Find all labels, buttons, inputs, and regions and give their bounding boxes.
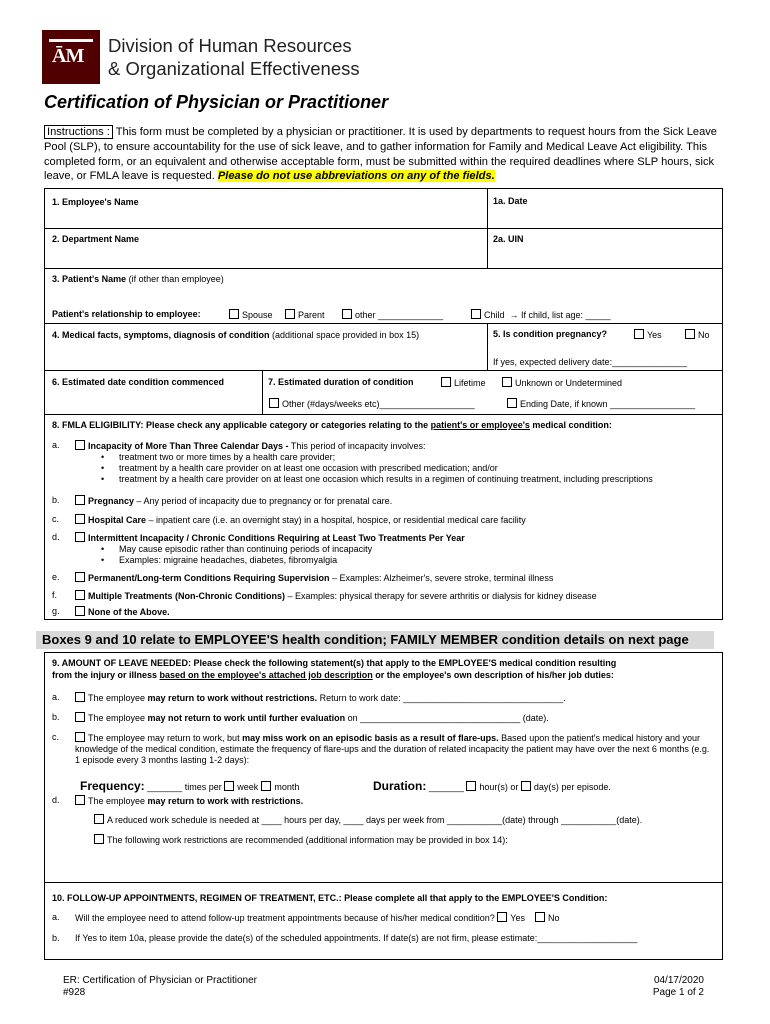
unknown-label: Unknown or Undetermined (515, 378, 623, 388)
page-title: Certification of Physician or Practitioner (44, 92, 389, 112)
fmla-b-checkbox[interactable] (75, 495, 85, 505)
divider (44, 370, 722, 371)
instructions-highlight: Please do not use abbreviations on any of the fields. (217, 170, 495, 183)
instructions-text: This form must be completed by a physician or practitioner. It is used by departments to request hours from the Sick Leave Pool (SLP), to ensure accountability for the use of sick leave, and to gather information for Family and Medical Leave Act eligibility. This completed form, or an equivalent and otherwise acceptable form, must be submitted within the required deadlines where SLP hours, sick leave, or FMLA leave is requested. (44, 126, 717, 183)
leave-heading2-underline: based on the employee's attached job description (159, 670, 373, 680)
fmla-letter-f: f. (52, 590, 58, 600)
fmla-option-b[interactable] (75, 495, 392, 507)
pregnancy-label: 5. Is condition pregnancy? (493, 329, 608, 339)
reduced-schedule-option[interactable] (94, 814, 642, 826)
pregnancy-yes-option[interactable] (634, 329, 662, 341)
divider (262, 370, 263, 414)
work-restrictions-label: The following work restrictions are recommended (additional information may be provided in box 14): (107, 835, 508, 845)
leave-b-pre: The employee (88, 713, 148, 723)
fmla-option-e[interactable] (75, 572, 553, 584)
relationship-label: Patient's relationship to employee: (52, 309, 201, 319)
date-label: 1a. Date (493, 196, 528, 206)
leave-a-checkbox[interactable] (75, 692, 85, 702)
ending-date-label: Ending Date, if known _________________ (520, 399, 696, 409)
leave-d-checkbox[interactable] (75, 795, 85, 805)
followup-heading: 10. FOLLOW-UP APPOINTMENTS, REGIMEN OF TREATMENT, ETC.: Please complete all that apply to the EMPLOYEE'S Condition: (52, 893, 608, 903)
spouse-checkbox[interactable] (229, 309, 239, 319)
divider (44, 882, 722, 883)
month-label: month (274, 782, 300, 792)
fmla-e-rest: – Examples: Alzheimer's, severe stroke, terminal illness (329, 573, 554, 583)
divider (44, 323, 722, 324)
fmla-option-g[interactable] (75, 606, 170, 618)
fmla-letter-e: e. (52, 572, 60, 582)
tamu-logo (42, 30, 100, 84)
followup-no-checkbox[interactable] (535, 912, 545, 922)
logo-bar (49, 39, 93, 42)
days-label: day(s) per episode. (533, 782, 611, 792)
footer-form-number: #928 (63, 987, 86, 998)
list-item: • treatment by a health care provider on at least one occasion which results in a regimen of continuing treatment, including prescriptions (119, 474, 719, 485)
frequency-text: _______ times per (144, 782, 225, 792)
lifetime-label: Lifetime (454, 378, 486, 388)
instructions (44, 125, 724, 184)
fmla-letter-a: a. (52, 440, 60, 450)
followup-no-option[interactable] (535, 913, 560, 923)
fmla-d-bullets (119, 544, 719, 566)
duration-hours-option[interactable] (466, 782, 521, 792)
relationship-parent-option[interactable] (285, 309, 325, 321)
list-item: • Examples: migraine headaches, diabetes, fibromyalgia (119, 555, 719, 566)
department-label: 2. Department Name (52, 234, 140, 244)
duration-text: _______ (426, 782, 467, 792)
leave-option-b[interactable] (75, 712, 549, 724)
followup-yes-option[interactable] (497, 913, 525, 923)
leave-heading-line1: 9. AMOUNT OF LEAVE NEEDED: Please check the following statement(s) that apply to the EMPLOYEE'S medical condition resulting (52, 658, 617, 668)
pregnancy-yes-checkbox[interactable] (634, 329, 644, 339)
department-name (108, 34, 360, 80)
duration-label: 7. Estimated duration of condition (268, 377, 414, 387)
leave-letter-b: b. (52, 712, 60, 722)
parent-label: Parent (298, 310, 325, 320)
patient-name-label-bold: 3. Patient's Name (52, 274, 127, 284)
fmla-e-checkbox[interactable] (75, 572, 85, 582)
fmla-heading-underline: patient's or employee's (430, 420, 530, 430)
followup-no-label: No (547, 913, 560, 923)
fmla-c-rest: – inpatient care (i.e. an overnight stay) in a hospital, hospice, or residential medical care facility (146, 515, 526, 525)
date-commenced-label: 6. Estimated date condition commenced (52, 377, 225, 387)
leave-letter-a: a. (52, 692, 60, 702)
followup-question-b: If Yes to item 10a, please provide the date(s) of the scheduled appointments. If date(s) are not firm, please estimate:____________________ (75, 933, 638, 943)
leave-heading2-a: from the injury or illness (52, 670, 160, 680)
week-checkbox[interactable] (224, 781, 234, 791)
divider (44, 268, 722, 269)
leave-letter-c: c. (52, 732, 60, 742)
followup-yes-label: Yes (510, 913, 525, 923)
fmla-heading (52, 420, 612, 431)
pregnancy-no-checkbox[interactable] (685, 329, 695, 339)
delivery-date-field: If yes, expected delivery date:_______________ (493, 357, 688, 367)
instructions-tag: Instructions : (44, 125, 113, 139)
other-duration-checkbox[interactable] (269, 398, 279, 408)
leave-a-bold: may return to work without restrictions. (147, 693, 318, 703)
spouse-label: Spouse (242, 310, 273, 320)
fmla-a-bullets (119, 452, 719, 485)
fmla-a-checkbox[interactable] (75, 440, 85, 450)
other-duration-label: Other (#days/weeks etc)___________________ (282, 399, 475, 409)
leave-b-post: on ________________________________ (date). (345, 713, 549, 723)
pregnancy-no-option[interactable] (685, 329, 710, 341)
fmla-option-d[interactable] (75, 532, 465, 544)
leave-b-checkbox[interactable] (75, 712, 85, 722)
department-line-1: Division of Human Resources (108, 35, 352, 56)
lifetime-checkbox[interactable] (441, 377, 451, 387)
fmla-f-rest: – Examples: physical therapy for severe arthritis or dialysis for kidney disease (285, 591, 597, 601)
other-checkbox[interactable] (342, 309, 352, 319)
work-restrictions-checkbox[interactable] (94, 834, 104, 844)
hours-checkbox[interactable] (466, 781, 476, 791)
list-item: • treatment by a health care provider on at least one occasion with prescribed medication; and/or (119, 463, 719, 474)
uin-label: 2a. UIN (493, 234, 524, 244)
medical-facts-label (52, 330, 419, 341)
ending-date-checkbox[interactable] (507, 398, 517, 408)
fmla-letter-d: d. (52, 532, 60, 542)
footer-right (640, 975, 704, 999)
leave-b-bold: may not return to work until further evaluation (147, 713, 346, 723)
month-checkbox[interactable] (261, 781, 271, 791)
fmla-option-c[interactable] (75, 514, 526, 526)
divider (44, 414, 722, 415)
fmla-letter-c: c. (52, 514, 60, 524)
fmla-option-f[interactable] (75, 590, 597, 602)
leave-d-pre: The employee (88, 796, 148, 806)
fmla-letter-g: g. (52, 606, 60, 616)
department-line-2: & Organizational Effectiveness (108, 58, 360, 79)
fmla-d-checkbox[interactable] (75, 532, 85, 542)
lifetime-option[interactable] (441, 377, 486, 389)
list-item: • May cause episodic rather than continuing periods of incapacity (119, 544, 719, 555)
week-label: week (237, 782, 259, 792)
other-label: other _____________ (355, 310, 444, 320)
fmla-f-checkbox[interactable] (75, 590, 85, 600)
fmla-g-bold: None of the Above. (88, 607, 170, 617)
leave-option-c[interactable] (75, 732, 715, 766)
frequency-row (80, 779, 299, 793)
patient-name-label-rest: (if other than employee) (126, 274, 224, 284)
leave-c-checkbox[interactable] (75, 732, 85, 742)
footer-left (63, 975, 257, 999)
list-item: • treatment two or more times by a health care provider; (119, 452, 719, 463)
fmla-e-bold: Permanent/Long-term Conditions Requiring Supervision (88, 573, 330, 583)
followup-a-text: Will the employee need to attend follow-up treatment appointments because of his/her medical condition? (75, 913, 495, 923)
relationship-spouse-option[interactable] (229, 309, 273, 321)
fmla-d-bold: Intermittent Incapacity / Chronic Conditions Requiring at Least Two Treatments Per Year (88, 533, 465, 543)
hours-label: hour(s) or (479, 782, 521, 792)
fmla-a-bold: Incapacity of More Than Three Calendar Days - (88, 441, 289, 451)
footer-form-name: ER: Certification of Physician or Practitioner (63, 975, 257, 986)
divider (44, 228, 722, 229)
ending-date-option[interactable] (507, 398, 695, 410)
followup-letter-b: b. (52, 933, 60, 943)
relationship-row (52, 309, 201, 320)
followup-question-a (75, 912, 559, 924)
unknown-option[interactable] (502, 377, 622, 389)
fmla-f-bold: Multiple Treatments (Non-Chronic Conditions) (88, 591, 285, 601)
fmla-heading-a: 8. FMLA ELIGIBILITY: Please check any applicable category or categories relating to the (52, 420, 431, 430)
child-checkbox[interactable] (471, 309, 481, 319)
reduced-schedule-label: A reduced work schedule is needed at ____ hours per day, ____ days per week from ___________(date) through ___________(date). (107, 815, 643, 825)
frequency-month-option[interactable] (261, 782, 299, 792)
other-duration-option[interactable] (269, 398, 475, 410)
work-restrictions-option[interactable] (94, 834, 508, 846)
leave-a-post: Return to work date: ________________________________. (317, 693, 566, 703)
leave-heading-line2 (52, 670, 614, 681)
days-checkbox[interactable] (521, 781, 531, 791)
fmla-c-checkbox[interactable] (75, 514, 85, 524)
fmla-b-rest: – Any period of incapacity due to pregnancy or for prenatal care. (134, 496, 393, 506)
fmla-c-bold: Hospital Care (88, 515, 147, 525)
leave-heading2-b: or the employee's own description of his/her job duties: (372, 670, 614, 680)
leave-c-bold: may miss work on an episodic basis as a result of flare-ups. (242, 733, 499, 743)
frequency-label: Frequency: (80, 779, 145, 793)
fmla-letter-b: b. (52, 495, 60, 505)
employee-name-label: 1. Employee's Name (52, 197, 139, 207)
unknown-checkbox[interactable] (502, 377, 512, 387)
parent-checkbox[interactable] (285, 309, 295, 319)
child-label: Child (484, 310, 505, 320)
duration-row-label: Duration: (373, 779, 427, 793)
fmla-option-a[interactable] (75, 440, 425, 452)
relationship-child-option[interactable] (471, 309, 611, 321)
leave-a-pre: The employee (88, 693, 148, 703)
fmla-g-checkbox[interactable] (75, 606, 85, 616)
section-banner: Boxes 9 and 10 relate to EMPLOYEE'S health condition; FAMILY MEMBER condition details on next page (36, 631, 714, 649)
footer-page-number: Page 1 of 2 (652, 987, 704, 998)
leave-d-bold: may return to work with restrictions. (147, 796, 304, 806)
fmla-heading-b: medical condition: (529, 420, 612, 430)
medical-facts-label-bold: 4. Medical facts, symptoms, diagnosis of condition (52, 330, 270, 340)
leave-option-a[interactable] (75, 692, 566, 704)
duration-row (373, 779, 611, 793)
leave-option-d[interactable] (75, 795, 303, 807)
fmla-b-bold: Pregnancy (88, 496, 135, 506)
pregnancy-no-label: No (698, 330, 710, 340)
frequency-week-option[interactable] (224, 782, 258, 792)
duration-days-option[interactable] (521, 782, 611, 792)
child-age-field: → If child, list age: _____ (509, 310, 611, 320)
leave-c-post: Based upon the patient's medical history and your knowledge of the medical condition, estimate the frequency of flare-ups and the duration of related incapacity the patient may have over the next 6 months (e.g. 1 episode every 3 months lasting 1-2 days): (75, 733, 710, 765)
reduced-schedule-checkbox[interactable] (94, 814, 104, 824)
leave-letter-d: d. (52, 795, 60, 805)
medical-facts-label-rest: (additional space provided in box 15) (269, 330, 420, 340)
followup-yes-checkbox[interactable] (497, 912, 507, 922)
footer-date: 04/17/2020 (653, 975, 704, 986)
divider (487, 323, 488, 370)
relationship-other-option[interactable] (342, 309, 443, 321)
fmla-a-rest: This period of incapacity involves: (288, 441, 426, 451)
followup-letter-a: a. (52, 912, 60, 922)
leave-c-pre: The employee may return to work, but (88, 733, 243, 743)
pregnancy-yes-label: Yes (647, 330, 662, 340)
patient-name-label (52, 274, 224, 285)
logo-text: ĀM (52, 45, 84, 67)
